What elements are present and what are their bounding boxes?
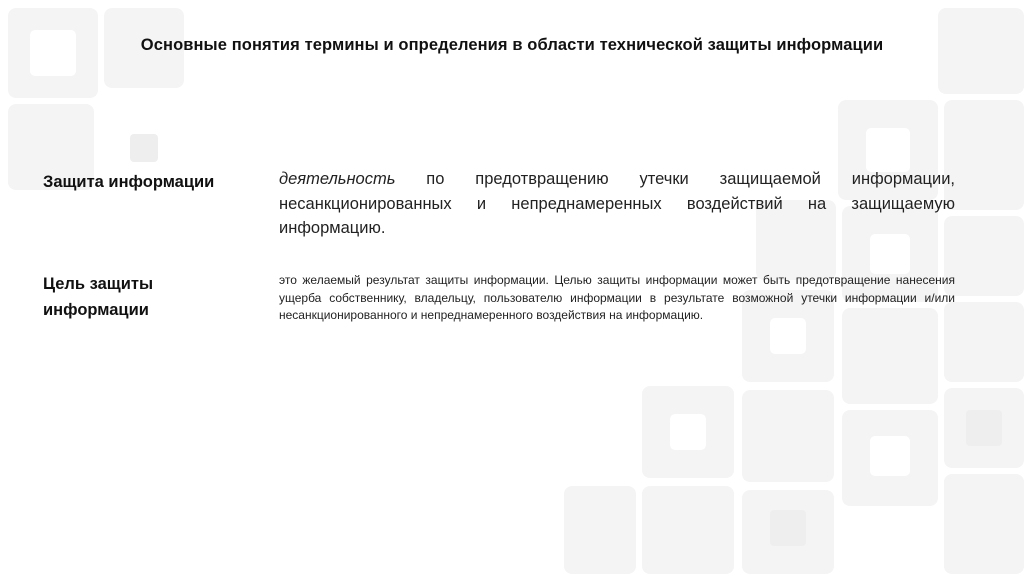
definition-lead: деятельность xyxy=(279,170,396,188)
decor-tile xyxy=(966,410,1002,446)
definition-text: это желаемый результат защиты информации. Целью защиты информации может быть предотвращение нанесения ущерба собственнику, владельцу, пользователю информации в результате возможной утечки информации и/или несанкционированного и непреднамеренного воздействия на информацию. xyxy=(279,273,955,322)
decor-tile xyxy=(742,390,834,482)
definition-protection-goal xyxy=(279,272,955,325)
term-information-protection: Защита информации xyxy=(43,173,215,191)
term-protection-goal: Цель защиты информации xyxy=(43,275,154,319)
decor-tile xyxy=(944,216,1024,296)
decor-tile xyxy=(944,474,1024,574)
decor-tile xyxy=(770,510,806,546)
decor-tile xyxy=(944,302,1024,382)
slide-title: Основные понятия термины и определения в области технической защиты информации xyxy=(140,36,884,54)
decor-tile xyxy=(642,486,734,574)
definition-text: по предотвращению утечки защищаемой информации, несанкционированных и непреднамеренных воздействий на защищаемую информацию. xyxy=(279,170,955,237)
decor-tile xyxy=(130,134,158,162)
decor-tile xyxy=(564,486,636,574)
decor-tile xyxy=(944,100,1024,210)
definition-information-protection xyxy=(279,167,955,241)
